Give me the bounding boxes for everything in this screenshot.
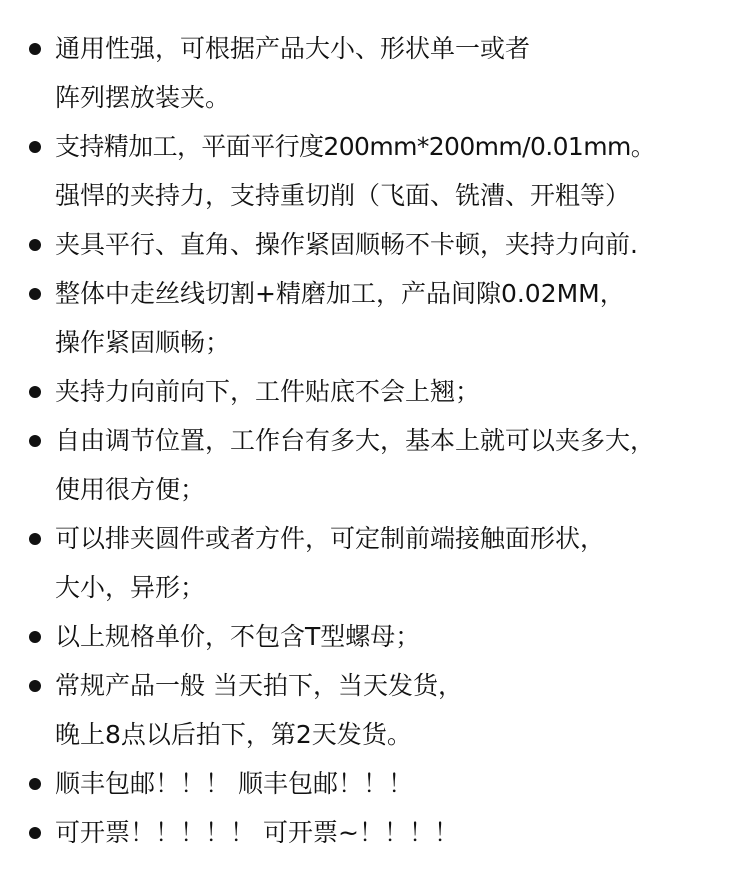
list-item-line: 大小，异形； [55,573,206,602]
bullet-icon [29,386,41,398]
bullet-icon [29,778,41,790]
bullet-icon [29,239,41,251]
list-item-line: 使用很方便； [55,475,206,504]
list-item [0,367,750,416]
feature-list [0,24,750,857]
list-item-line: 可以排夹圆件或者方件，可定制前端接触面形状， [55,524,606,553]
list-item-line: 晚上8点以后拍下，第2天发货。 [55,720,412,749]
list-item-line: 操作紧固顺畅； [55,328,231,357]
list-item [0,808,750,857]
list-item-line: 支持精加工，平面平行度200mm*200mm/0.01mm。 [55,132,656,161]
list-item-line: 常规产品一般 当天拍下，当天发货， [55,671,463,700]
list-item-line: 可开票！！！！！ 可开票~！！！！ [55,818,459,847]
list-item-line: 夹持力向前向下，工件贴底不会上翘； [55,377,481,406]
list-item-line: 以上规格单价，不包含T型螺母； [55,622,421,651]
list-item [0,269,750,367]
bullet-icon [29,533,41,545]
list-item [0,122,750,220]
list-item-line: 阵列摆放装夹。 [55,83,231,112]
list-item [0,416,750,514]
bullet-icon [29,680,41,692]
bullet-icon [29,43,41,55]
list-item-line: 自由调节位置，工作台有多大，基本上就可以夹多大， [55,426,656,455]
bullet-icon [29,141,41,153]
list-item-line: 强悍的夹持力，支持重切削（飞面、铣漕、开粗等） [55,181,631,210]
list-item-line: 通用性强，可根据产品大小、形状单一或者 [55,34,531,63]
bullet-icon [29,288,41,300]
list-item [0,612,750,661]
list-item [0,24,750,122]
list-item [0,661,750,759]
bullet-icon [29,827,41,839]
list-item-line: 整体中走丝线切割+精磨加工，产品间隙0.02MM， [55,279,625,308]
list-item [0,514,750,612]
list-item [0,759,750,808]
list-item [0,220,750,269]
bullet-icon [29,435,41,447]
list-item-line: 夹具平行、直角、操作紧固顺畅不卡顿，夹持力向前. [55,230,638,259]
bullet-icon [29,631,41,643]
list-item-line: 顺丰包邮！！！ 顺丰包邮！！！ [55,769,413,798]
